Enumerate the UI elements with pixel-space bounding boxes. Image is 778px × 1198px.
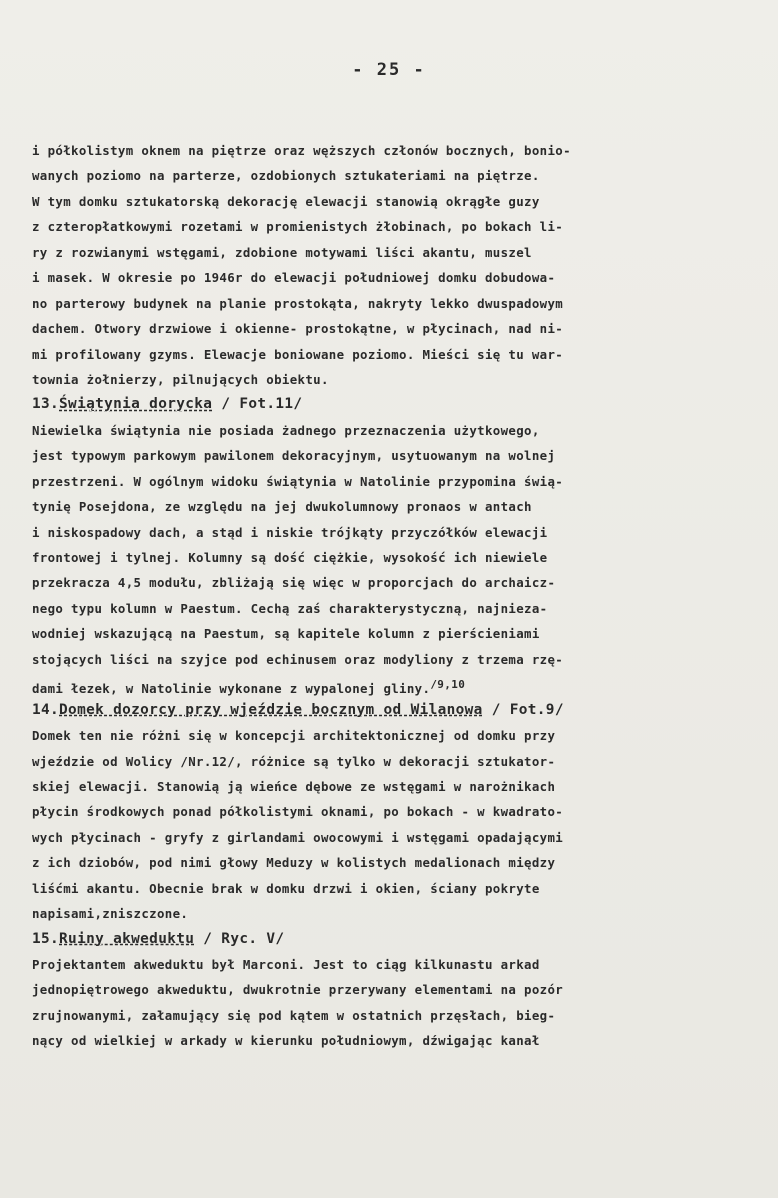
text-line	[32, 647, 762, 672]
text-line	[32, 749, 762, 774]
line-text: skiej elewacji. Stanowią ją wieńce dębowe ze wstęgami w narożnikach	[32, 778, 556, 794]
line-text: mi profilowany gzyms. Elewacje boniowane poziomo. Mieści się tu war-	[32, 346, 564, 362]
figure-reference: / Ryc. V/	[203, 930, 285, 947]
text-line	[32, 291, 762, 316]
line-text: i niskospadowy dach, a stąd i niskie trójkąty przyczółków elewacji	[32, 524, 548, 540]
line-text: dachem. Otwory drzwiowe i okienne- prostokątne, w płycinach, nad ni-	[32, 321, 564, 337]
section-number: 14.	[32, 701, 60, 718]
text-line	[32, 1028, 762, 1053]
page-number: - 25 -	[352, 60, 426, 80]
line-text: wjeździe od Wolicy /Nr.12/, różnice są tylko w dekoracji sztukator-	[32, 753, 556, 769]
text-line	[32, 825, 762, 850]
line-text: dami łezek, w Natolinie wykonane z wypalonej gliny.	[32, 681, 431, 697]
line-text: stojących liści na szyjce pod echinusem oraz modyliony z trzema rzę-	[32, 651, 564, 667]
line-text: i masek. W okresie po 1946r do elewacji południowej domku dobudowa-	[32, 270, 556, 286]
line-text: jest typowym parkowym pawilonem dekoracyjnym, usytuowanym na wolnej	[32, 448, 556, 464]
line-text: nący od wielkiej w arkady w kierunku południowym, dźwigając kanał	[32, 1033, 540, 1049]
section-number: 13.	[32, 396, 60, 413]
line-text: Projektantem akweduktu był Marconi. Jest to ciąg kilkunastu arkad	[32, 957, 540, 972]
line-text: z ich dziobów, pod nimi głowy Meduzy w kolistych medalionach między	[32, 855, 556, 871]
line-text: ry z rozwianymi wstęgami, zdobione motywami liści akantu, muszel	[32, 244, 532, 260]
text-line	[32, 265, 762, 290]
footnote-reference: /9,10	[430, 678, 466, 692]
text-line	[32, 545, 762, 570]
line-text: i półkolistym oknem na piętrze oraz węższych członów bocznych, bonio-	[32, 143, 571, 158]
section-title: Ruiny akweduktu	[59, 930, 195, 947]
section-title: Domek dozorcy przy wjeździe bocznym od Wilanowa	[59, 701, 483, 718]
line-text: wodniej wskazującą na Paestum, są kapitele kolumn z pierścieniami	[32, 626, 540, 642]
text-line	[32, 189, 762, 214]
line-text: wanych poziomo na parterze, ozdobionych sztukateriami na piętrze.	[32, 168, 540, 184]
line-text: napisami,zniszczone.	[32, 906, 189, 922]
text-line	[32, 723, 762, 748]
line-text: przekracza 4,5 modułu, zbliżają się więc w proporcjach do archaicz-	[32, 575, 556, 591]
line-text: Niewielka świątynia nie posiada żadnego przeznaczenia użytkowego,	[32, 422, 540, 438]
text-line	[32, 342, 762, 367]
section-heading	[32, 698, 762, 723]
text-line	[32, 977, 762, 1002]
document-body	[32, 138, 762, 1054]
line-text: przestrzeni. W ogólnym widoku świątynia w Natolinie przypomina świą-	[32, 473, 564, 489]
text-line	[32, 570, 762, 595]
text-line	[32, 443, 762, 468]
line-text: Domek ten nie różni się w koncepcji architektonicznej od domku przy	[32, 728, 556, 744]
text-line	[32, 418, 762, 443]
text-line	[32, 952, 762, 977]
text-line	[32, 316, 762, 341]
section-title: Świątynia dorycka	[59, 396, 213, 413]
text-line	[32, 138, 762, 163]
line-text: płycin środkowych ponad półkolistymi oknami, po bokach - w kwadrato-	[32, 804, 564, 820]
line-text: liśćmi akantu. Obecnie brak w domku drzwi i okien, ściany pokryte	[32, 880, 540, 896]
text-line	[32, 367, 762, 392]
line-text: nego typu kolumn w Paestum. Cechą zaś charakterystyczną, najnieza-	[32, 600, 548, 616]
text-line	[32, 672, 762, 697]
text-line	[32, 876, 762, 901]
line-text: zrujnowanymi, załamujący się pod kątem w ostatnich przęsłach, bieg-	[32, 1007, 556, 1023]
section-number: 15.	[32, 930, 60, 947]
text-line	[32, 240, 762, 265]
line-text: no parterowy budynek na planie prostokąta, nakryty lekko dwuspadowym	[32, 295, 564, 311]
line-text: tynię Posejdona, ze względu na jej dwukolumnowy pronaos w antach	[32, 499, 532, 515]
line-text: W tym domku sztukatorską dekorację elewacji stanowią okrągłe guzy	[32, 193, 540, 209]
text-line	[32, 163, 762, 188]
line-text: jednopiętrowego akweduktu, dwukrotnie przerywany elementami na pozór	[32, 982, 564, 998]
line-text: frontowej i tylnej. Kolumny są dość ciężkie, wysokość ich niewiele	[32, 550, 548, 565]
line-text: z czteropłatkowymi rozetami w promienistych żłobinach, po bokach li-	[32, 219, 564, 235]
section-heading	[32, 927, 762, 952]
text-line	[32, 850, 762, 875]
figure-reference: / Fot.9/	[491, 701, 564, 718]
line-text: townia żołnierzy, pilnujących obiektu.	[32, 371, 329, 387]
text-line	[32, 621, 762, 646]
text-line	[32, 901, 762, 926]
text-line	[32, 799, 762, 824]
text-line	[32, 774, 762, 799]
section-heading	[32, 392, 762, 417]
figure-reference: / Fot.11/	[221, 396, 303, 413]
line-text: wych płycinach - gryfy z girlandami owocowymi i wstęgami opadającymi	[32, 829, 564, 845]
text-line	[32, 214, 762, 239]
text-line	[32, 1003, 762, 1028]
text-line	[32, 494, 762, 519]
text-line	[32, 596, 762, 621]
text-line	[32, 469, 762, 494]
text-line	[32, 520, 762, 545]
